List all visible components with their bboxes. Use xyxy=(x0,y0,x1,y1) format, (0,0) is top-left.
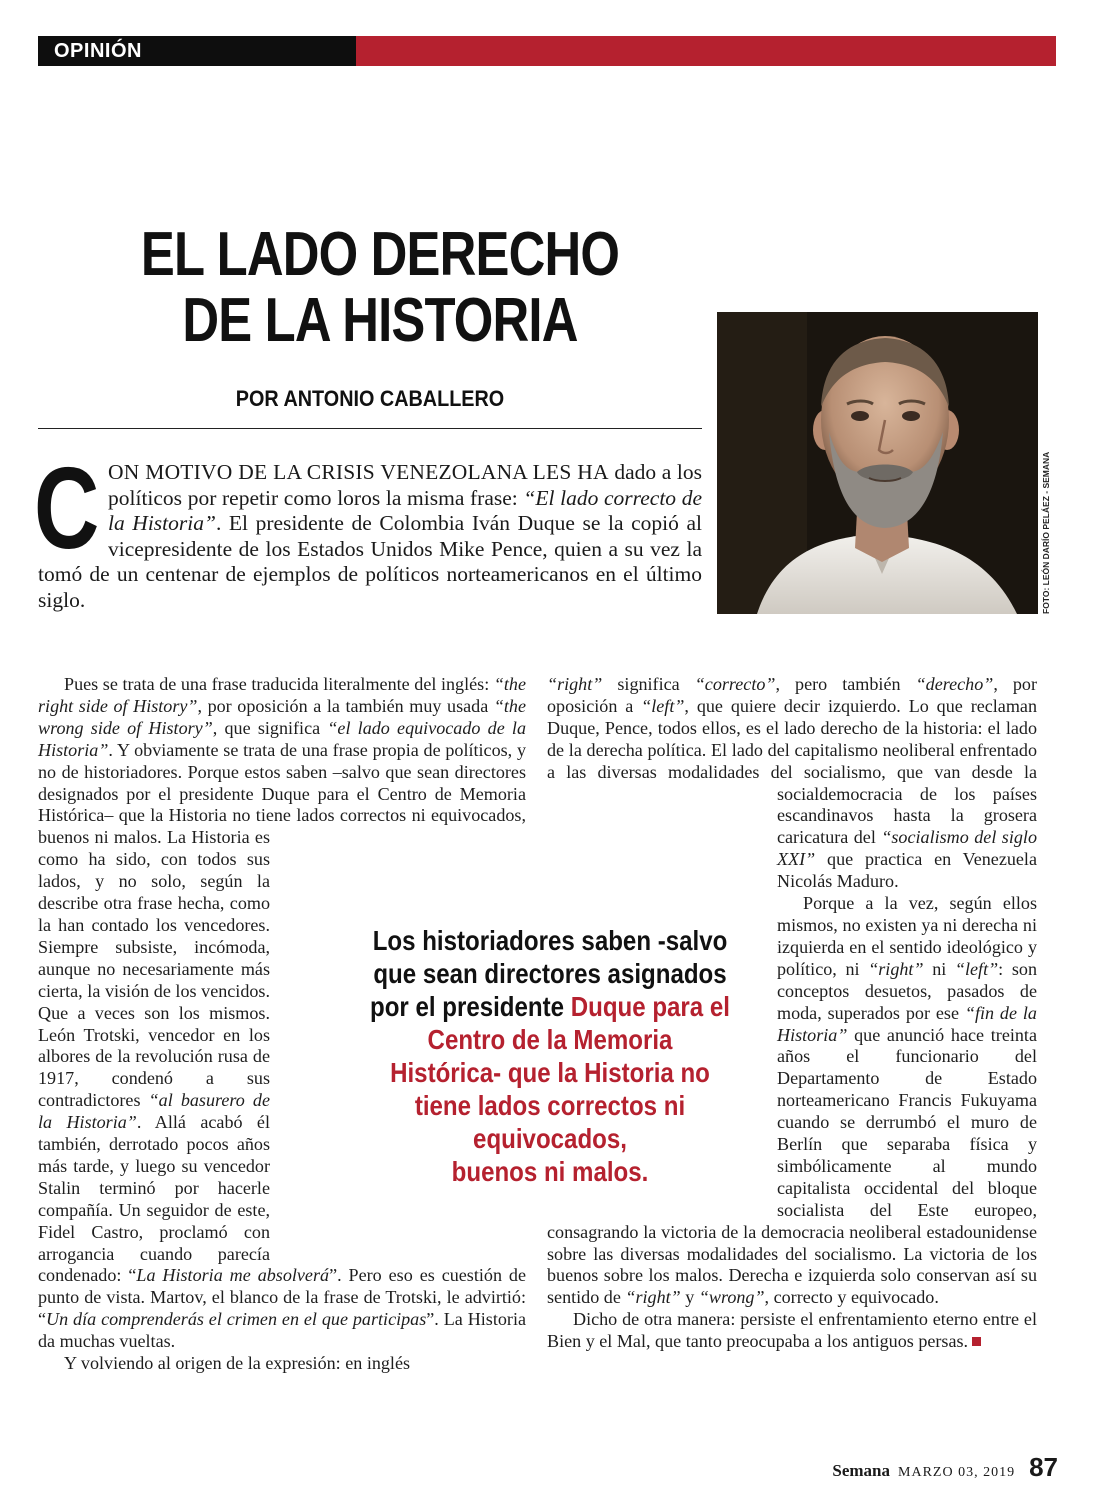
col2-italic: “derecho” xyxy=(915,674,994,694)
col1-italic: La Historia me absolverá xyxy=(136,1265,330,1286)
col1-text: ”. Pero eso es cuestión de punto de vista. Martov, el blanco de la frase de Trotski, le advirtió: “ xyxy=(38,1265,526,1330)
col2-text: , correcto y equivocado. xyxy=(764,1287,939,1308)
col2-italic: “correcto” xyxy=(694,674,776,694)
col2-italic: “left” xyxy=(641,695,685,716)
col2-italic: “left” xyxy=(954,958,999,979)
col2-text: Porque a la vez, según ellos mismos, no existen ya ni derecha ni izquierda en el sentido ideológico y político, ni xyxy=(777,893,1037,979)
lead-quote: “El lado correcto de la Historia” xyxy=(108,485,703,535)
lead-caps: ON MOTIVO DE LA CRISIS VENEZOLANA LES HA xyxy=(108,460,609,484)
col1-text: , que significa xyxy=(212,717,328,738)
col1-text: Pues se trata de una frase traducida literalmente del inglés: xyxy=(64,674,494,694)
col2-text: : son conceptos desuetos, pasados de moda, superados por ese xyxy=(777,958,1037,1023)
col1-italic: “the right side of History” xyxy=(38,674,526,716)
col2-text: significa xyxy=(602,674,695,694)
col1-italic: “al basurero de la Historia” xyxy=(38,1090,271,1133)
page-footer xyxy=(832,1452,1058,1483)
col1-italic: “el lado equivocado de la Historia” xyxy=(38,717,527,760)
col2-text: Dicho de otra manera: persiste el enfrentamiento eterno entre el Bien y el Mal, que tanto preocupaba a los antiguos persas. xyxy=(547,1309,1037,1352)
title-divider xyxy=(38,428,702,429)
lead-paragraph xyxy=(34,443,703,613)
col1-italic: “the wrong side of History” xyxy=(38,695,526,738)
col2-text: , que quiere decir izquierdo. Lo que reclaman Duque, Pence, todos ellos, es el lado derecho de la historia: el lado de la derecha política. El lado del capitalismo neoliberal enfrentado a las diversas modalidades del socialismo, que van desde la socialdemocracia de los países escandinavos hasta la grosera caricatura del xyxy=(547,695,1037,848)
col1-italic: Un día comprenderás el crimen en el que participas xyxy=(46,1309,427,1330)
magazine-name: Semana xyxy=(832,1461,891,1480)
pull-quote-red-end: buenos ni malos. xyxy=(451,1156,649,1187)
col2-text: que practica en Venezuela Nicolás Maduro. xyxy=(777,849,1037,892)
col2-text: y xyxy=(680,1287,699,1308)
col1-text: . Y obviamente se trata de una frase propia de políticos, y no de historiadores. Porque estos saben –salvo que sean directores designados por el presidente Duque para el Centro de Memoria Histórica– que la Historia no tiene lados correctos ni equivocados, buenos ni malos. La Historia es como ha sido, con todos sus lados, y no solo, según la describe otra frase hecha, como la han contado los vencedores. Siempre subsiste, incómoda, aunque no necesariamente más cierta, la visión de los vencidos. Que a veces son los mismos. León Trotski, vencedor en los albores de la revolución rusa de 1917, condenó a sus contradictores xyxy=(38,739,526,1111)
page-number: 87 xyxy=(1029,1452,1058,1482)
pull-quote xyxy=(369,924,730,1188)
drop-cap: C xyxy=(34,443,100,573)
col2-italic: “right” xyxy=(625,1287,681,1308)
photo-credit: FOTO: LEÓN DARÍO PELÁEZ - SEMANA xyxy=(1041,451,1051,614)
section-accent-bar xyxy=(356,36,1056,66)
pull-quote-red: Duque para el Centro de la Memoria Histórica- que la Historia no tiene lados correctos ni equivocados, xyxy=(390,991,730,1154)
col2-text: , por oposición a xyxy=(547,674,1037,716)
section-label: OPINIÓN xyxy=(38,36,356,66)
col2-italic: “socialismo del siglo XXI” xyxy=(777,827,1037,870)
lead-text-2: . El presidente de Colombia Iván Duque se la copió al vicepresidente de los Estados Unidos Mike Pence, quien a su vez la tomó de un centenar de ejemplos de políticos norteamericanos en el último siglo. xyxy=(38,511,702,612)
col2-italic: “right” xyxy=(868,958,924,979)
byline: POR ANTONIO CABALLERO xyxy=(235,386,505,411)
col2-italic: “right” xyxy=(547,674,603,694)
col1-text: ”. La Historia da muchas vueltas. xyxy=(38,1309,526,1352)
col2-italic: “fin de la Historia” xyxy=(777,1002,1037,1045)
article-title-line-1: EL LADO DERECHO xyxy=(140,220,620,289)
lead-text-1: dado a los políticos por repetir como loros la misma frase: xyxy=(108,460,702,510)
section-header-bar xyxy=(38,36,1056,66)
col2-paragraph-3 xyxy=(547,1309,1037,1353)
article-title xyxy=(134,222,626,354)
end-mark-icon xyxy=(972,1337,981,1346)
col1-text: . Allá acabó él también, derrotado pocos años más tarde, y luego su vencedor Stalin terminó por hacerle compañía. Un seguidor de este, Fidel Castro, proclamó con arrogancia cuando parecía condenado: “ xyxy=(38,1112,270,1286)
col1-text: , por oposición a la también muy usada xyxy=(197,695,494,716)
pull-quote-black: Los historiadores saben -salvo que sean directores asignados por el presidente xyxy=(370,925,728,1022)
col2-text: ni xyxy=(923,958,955,979)
col2-italic: “wrong” xyxy=(698,1287,765,1308)
article-title-line-2: DE LA HISTORIA xyxy=(182,286,578,355)
author-photo xyxy=(717,312,1038,614)
col2-text: , pero también xyxy=(775,674,916,694)
issue-date: MARZO 03, 2019 xyxy=(898,1465,1016,1480)
col1-paragraph-2: Y volviendo al origen de la expresión: en inglés xyxy=(64,1353,411,1374)
col2-text: que anunció hace treinta años el funcionario del Departamento de Estado norteamericano Francis Fukuyama cuando se derrumbó el muro de Berlín que separaba física y simbólicamente al mundo capitalista occidental del bloque socialista del Este europeo, consagrando la victoria de la democracia neoliberal estadounidense sobre las diversas modalidades del socialismo. La victoria de los buenos sobre los malos. Derecha e izquierda solo conservan así su sentido de xyxy=(547,1024,1037,1308)
